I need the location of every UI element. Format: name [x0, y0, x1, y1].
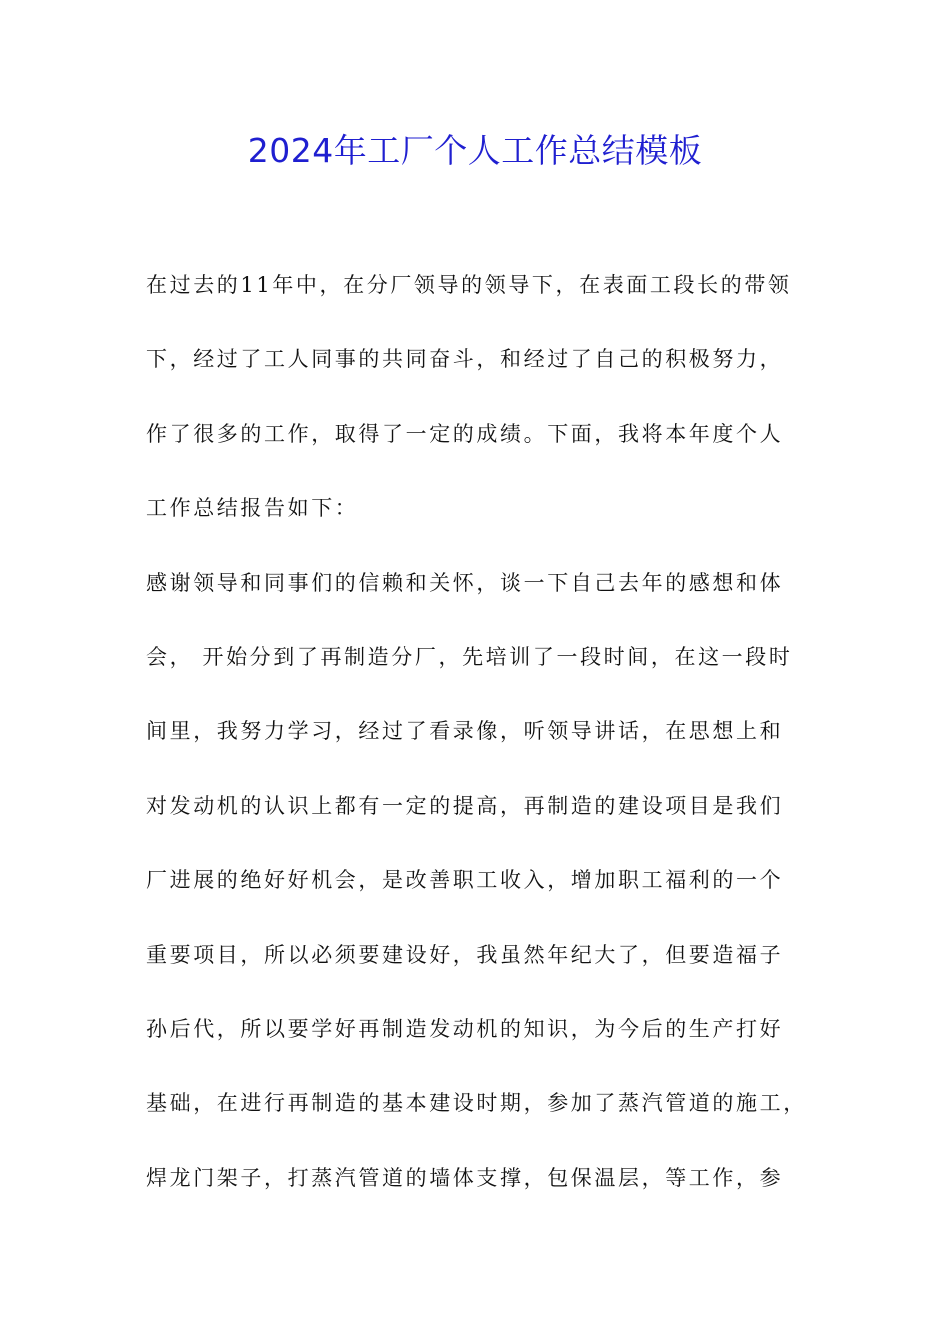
body-line: 孙后代，所以要学好再制造发动机的知识，为今后的生产打好 [146, 1016, 784, 1041]
body-line: 厂进展的绝好好机会，是改善职工收入，增加职工福利的一个 [146, 868, 784, 893]
document-body [146, 262, 811, 1229]
body-line: 会， 开始分到了再制造分厂，先培训了一段时间，在这一段时 [146, 644, 793, 669]
body-line: 对发动机的认识上都有一定的提高，再制造的建设项目是我们 [146, 793, 784, 818]
body-line: 作了很多的工作，取得了一定的成绩。下面，我将本年度个人 [146, 421, 784, 446]
body-line: 感谢领导和同事们的信赖和关怀，谈一下自己去年的感想和体 [146, 570, 784, 595]
body-line: 在过去的11年中，在分厂领导的领导下，在表面工段长的带领 [146, 273, 792, 297]
body-line: 间里，我努力学习，经过了看录像，听领导讲话，在思想上和 [146, 719, 784, 744]
body-line: 基础，在进行再制造的基本建设时期，参加了蒸汽管道的施工， [146, 1091, 807, 1116]
body-line: 重要项目，所以必须要建设好，我虽然年纪大了，但要造福子 [146, 942, 784, 967]
body-line: 焊龙门架子，打蒸汽管道的墙体支撑，包保温层，等工作，参 [146, 1165, 784, 1190]
body-line: 工作总结报告如下： [146, 496, 359, 521]
document-title: 2024年工厂个人工作总结模板 [247, 131, 703, 170]
body-line: 下，经过了工人同事的共同奋斗，和经过了自己的积极努力， [146, 347, 784, 372]
